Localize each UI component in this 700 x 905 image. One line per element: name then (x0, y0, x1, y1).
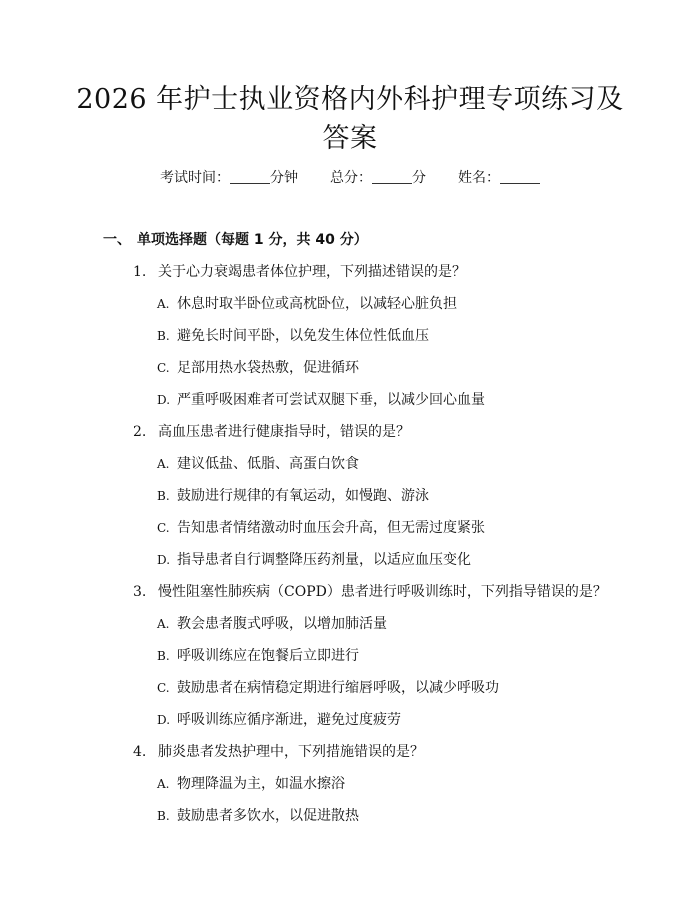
option-text: 建议低盐、低脂、高蛋白饮食 (177, 456, 359, 472)
name-blank (500, 169, 540, 184)
exam-time-blank (230, 169, 270, 184)
option-letter: C. (157, 681, 170, 695)
question-2-option-b (157, 486, 429, 506)
name-field (458, 168, 540, 188)
question-4 (133, 742, 424, 762)
page-title-line2: 答案 (322, 123, 378, 154)
option-letter: A. (157, 457, 170, 471)
question-text: 慢性阻塞性肺疾病（COPD）患者进行呼吸训练时，下列指导错误的是？ (158, 584, 607, 600)
total-score-field (330, 168, 426, 188)
option-letter: B. (157, 809, 170, 823)
page-title-line1: 2026 年护士执业资格内外科护理专项练习及 (76, 84, 624, 115)
option-text: 教会患者腹式呼吸，以增加肺活量 (177, 616, 387, 632)
question-3-option-d (157, 710, 401, 730)
option-text: 严重呼吸困难者可尝试双腿下垂，以减少回心血量 (177, 392, 485, 408)
option-letter: D. (157, 393, 171, 407)
option-text: 告知患者情绪激动时血压会升高，但无需过度紧张 (177, 520, 485, 536)
option-letter: C. (157, 521, 170, 535)
option-letter: C. (157, 361, 170, 375)
question-number: 4. (133, 744, 147, 760)
section-heading (103, 230, 368, 250)
question-4-option-a (157, 774, 345, 794)
option-letter: B. (157, 649, 170, 663)
total-score-label: 总分： (330, 170, 372, 186)
question-1-option-a (157, 294, 457, 314)
option-text: 鼓励患者多饮水，以促进散热 (177, 808, 359, 824)
option-text: 足部用热水袋热敷，促进循环 (177, 360, 359, 376)
question-2-option-a (157, 454, 359, 474)
option-text: 指导患者自行调整降压药剂量，以适应血压变化 (177, 552, 471, 568)
question-number: 2. (133, 424, 147, 440)
question-1-option-c (157, 358, 359, 378)
total-score-blank (372, 169, 412, 184)
option-letter: B. (157, 489, 170, 503)
section-title: 单项选择题（每题 1 分，共 40 分） (137, 232, 368, 248)
exam-time-label: 考试时间： (160, 170, 230, 186)
option-letter: A. (157, 617, 170, 631)
option-text: 物理降温为主，如温水擦浴 (177, 776, 345, 792)
option-text: 呼吸训练应在饱餐后立即进行 (177, 648, 359, 664)
exam-time-field (160, 168, 298, 188)
question-2-option-c (157, 518, 485, 538)
total-score-unit: 分 (412, 170, 426, 186)
name-label: 姓名： (458, 170, 500, 186)
exam-time-unit: 分钟 (270, 170, 298, 186)
option-text: 鼓励患者在病情稳定期进行缩唇呼吸，以减少呼吸功 (177, 680, 499, 696)
section-number: 一、 (103, 232, 131, 248)
question-1 (133, 262, 466, 282)
option-letter: D. (157, 713, 171, 727)
question-4-option-b (157, 806, 359, 826)
question-number: 3. (133, 584, 147, 600)
option-letter: D. (157, 553, 171, 567)
question-text: 高血压患者进行健康指导时，错误的是？ (158, 424, 410, 440)
option-text: 鼓励进行规律的有氧运动，如慢跑、游泳 (177, 488, 429, 504)
question-1-option-d (157, 390, 485, 410)
option-text: 避免长时间平卧，以免发生体位性低血压 (177, 328, 429, 344)
option-letter: A. (157, 777, 170, 791)
question-2-option-d (157, 550, 471, 570)
option-letter: B. (157, 329, 170, 343)
option-text: 呼吸训练应循序渐进，避免过度疲劳 (177, 712, 401, 728)
option-letter: A. (157, 297, 170, 311)
question-1-option-b (157, 326, 429, 346)
question-2 (133, 422, 410, 442)
question-text: 关于心力衰竭患者体位护理，下列描述错误的是？ (158, 264, 466, 280)
question-3-option-b (157, 646, 359, 666)
question-3-option-a (157, 614, 387, 634)
question-3-option-c (157, 678, 499, 698)
option-text: 休息时取半卧位或高枕卧位，以减轻心脏负担 (177, 296, 457, 312)
exam-info (0, 168, 700, 188)
question-number: 1. (133, 264, 147, 280)
question-3 (133, 582, 607, 602)
question-text: 肺炎患者发热护理中，下列措施错误的是？ (158, 744, 424, 760)
